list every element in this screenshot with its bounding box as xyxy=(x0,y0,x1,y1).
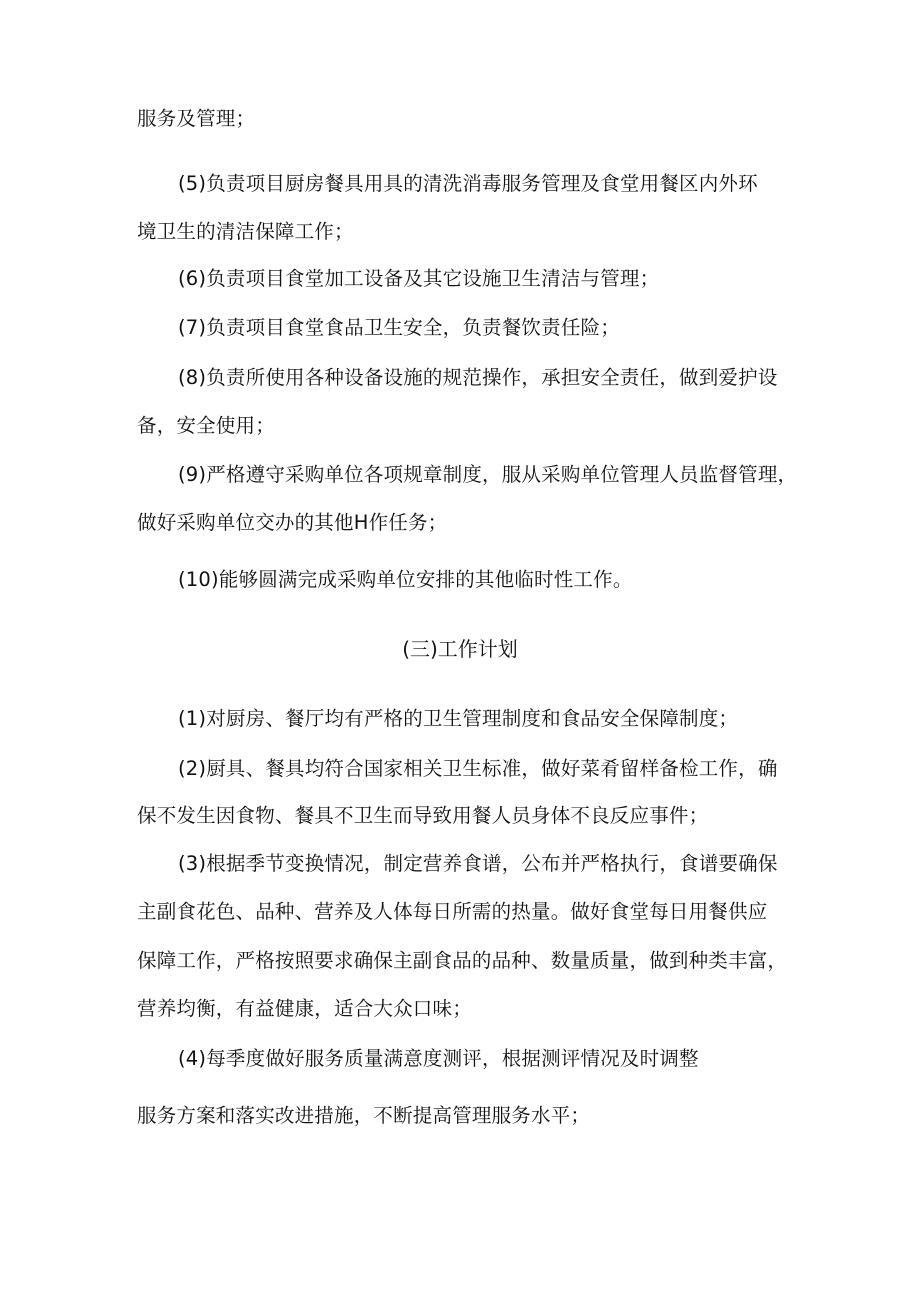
section-heading: (三)工作计划 xyxy=(402,637,518,661)
text-line: (5)负责项目厨房餐具用具的清洗消毒服务管理及食堂用餐区内外环 xyxy=(178,172,758,195)
text-line: 保不发生因食物、餐具不卫生而导致用餐人员身体不良反应事件； xyxy=(137,804,709,827)
text-line: 服务及管理； xyxy=(137,107,256,130)
text-line: 做好采购单位交办的其他Η作任务； xyxy=(137,511,448,534)
text-line: 境卫生的清洁保障工作； xyxy=(137,220,354,243)
text-line: (8)负责所使用各种设备设施的规范操作，承担安全责任，做到爱护设 xyxy=(178,366,778,389)
text-line: (10)能够圆满完成采购单位安排的其他临时性工作。 xyxy=(178,568,633,591)
text-line: (1)对厨房、餐厅均有严格的卫生管理制度和食品安全保障制度； xyxy=(178,707,739,730)
text-line: 服务方案和落实改进措施，不断提高管理服务水平； xyxy=(137,1104,591,1127)
text-line: 营养均衡，有益健康，适合大众口味； xyxy=(137,997,472,1020)
text-line: (9)严格遵守采购单位各项规章制度，服从采购单位管理人员监督管理， xyxy=(178,463,798,486)
text-line: (4)每季度做好服务质量满意度测评，根据测评情况及时调整 xyxy=(178,1047,699,1070)
text-line: (7)负责项目食堂食品卫生安全，负责餐饮责任险； xyxy=(178,316,620,339)
text-line: (2)厨具、餐具均符合国家相关卫生标准，做好菜肴留样备检工作，确 xyxy=(178,757,778,780)
text-line: 备，安全使用； xyxy=(137,414,275,437)
text-line: (6)负责项目食堂加工设备及其它设施卫生清洁与管理； xyxy=(178,267,660,290)
text-line: 主副食花色、品种、营养及人体每日所需的热量。做好食堂每日用餐供应 xyxy=(137,900,768,923)
text-line: (3)根据季节变换情况，制定营养食谱，公布并严格执行，食谱要确保 xyxy=(178,852,778,875)
text-line: 保障工作，严格按照要求确保主副食品的品种、数量质量，做到种类丰富， xyxy=(137,949,788,972)
